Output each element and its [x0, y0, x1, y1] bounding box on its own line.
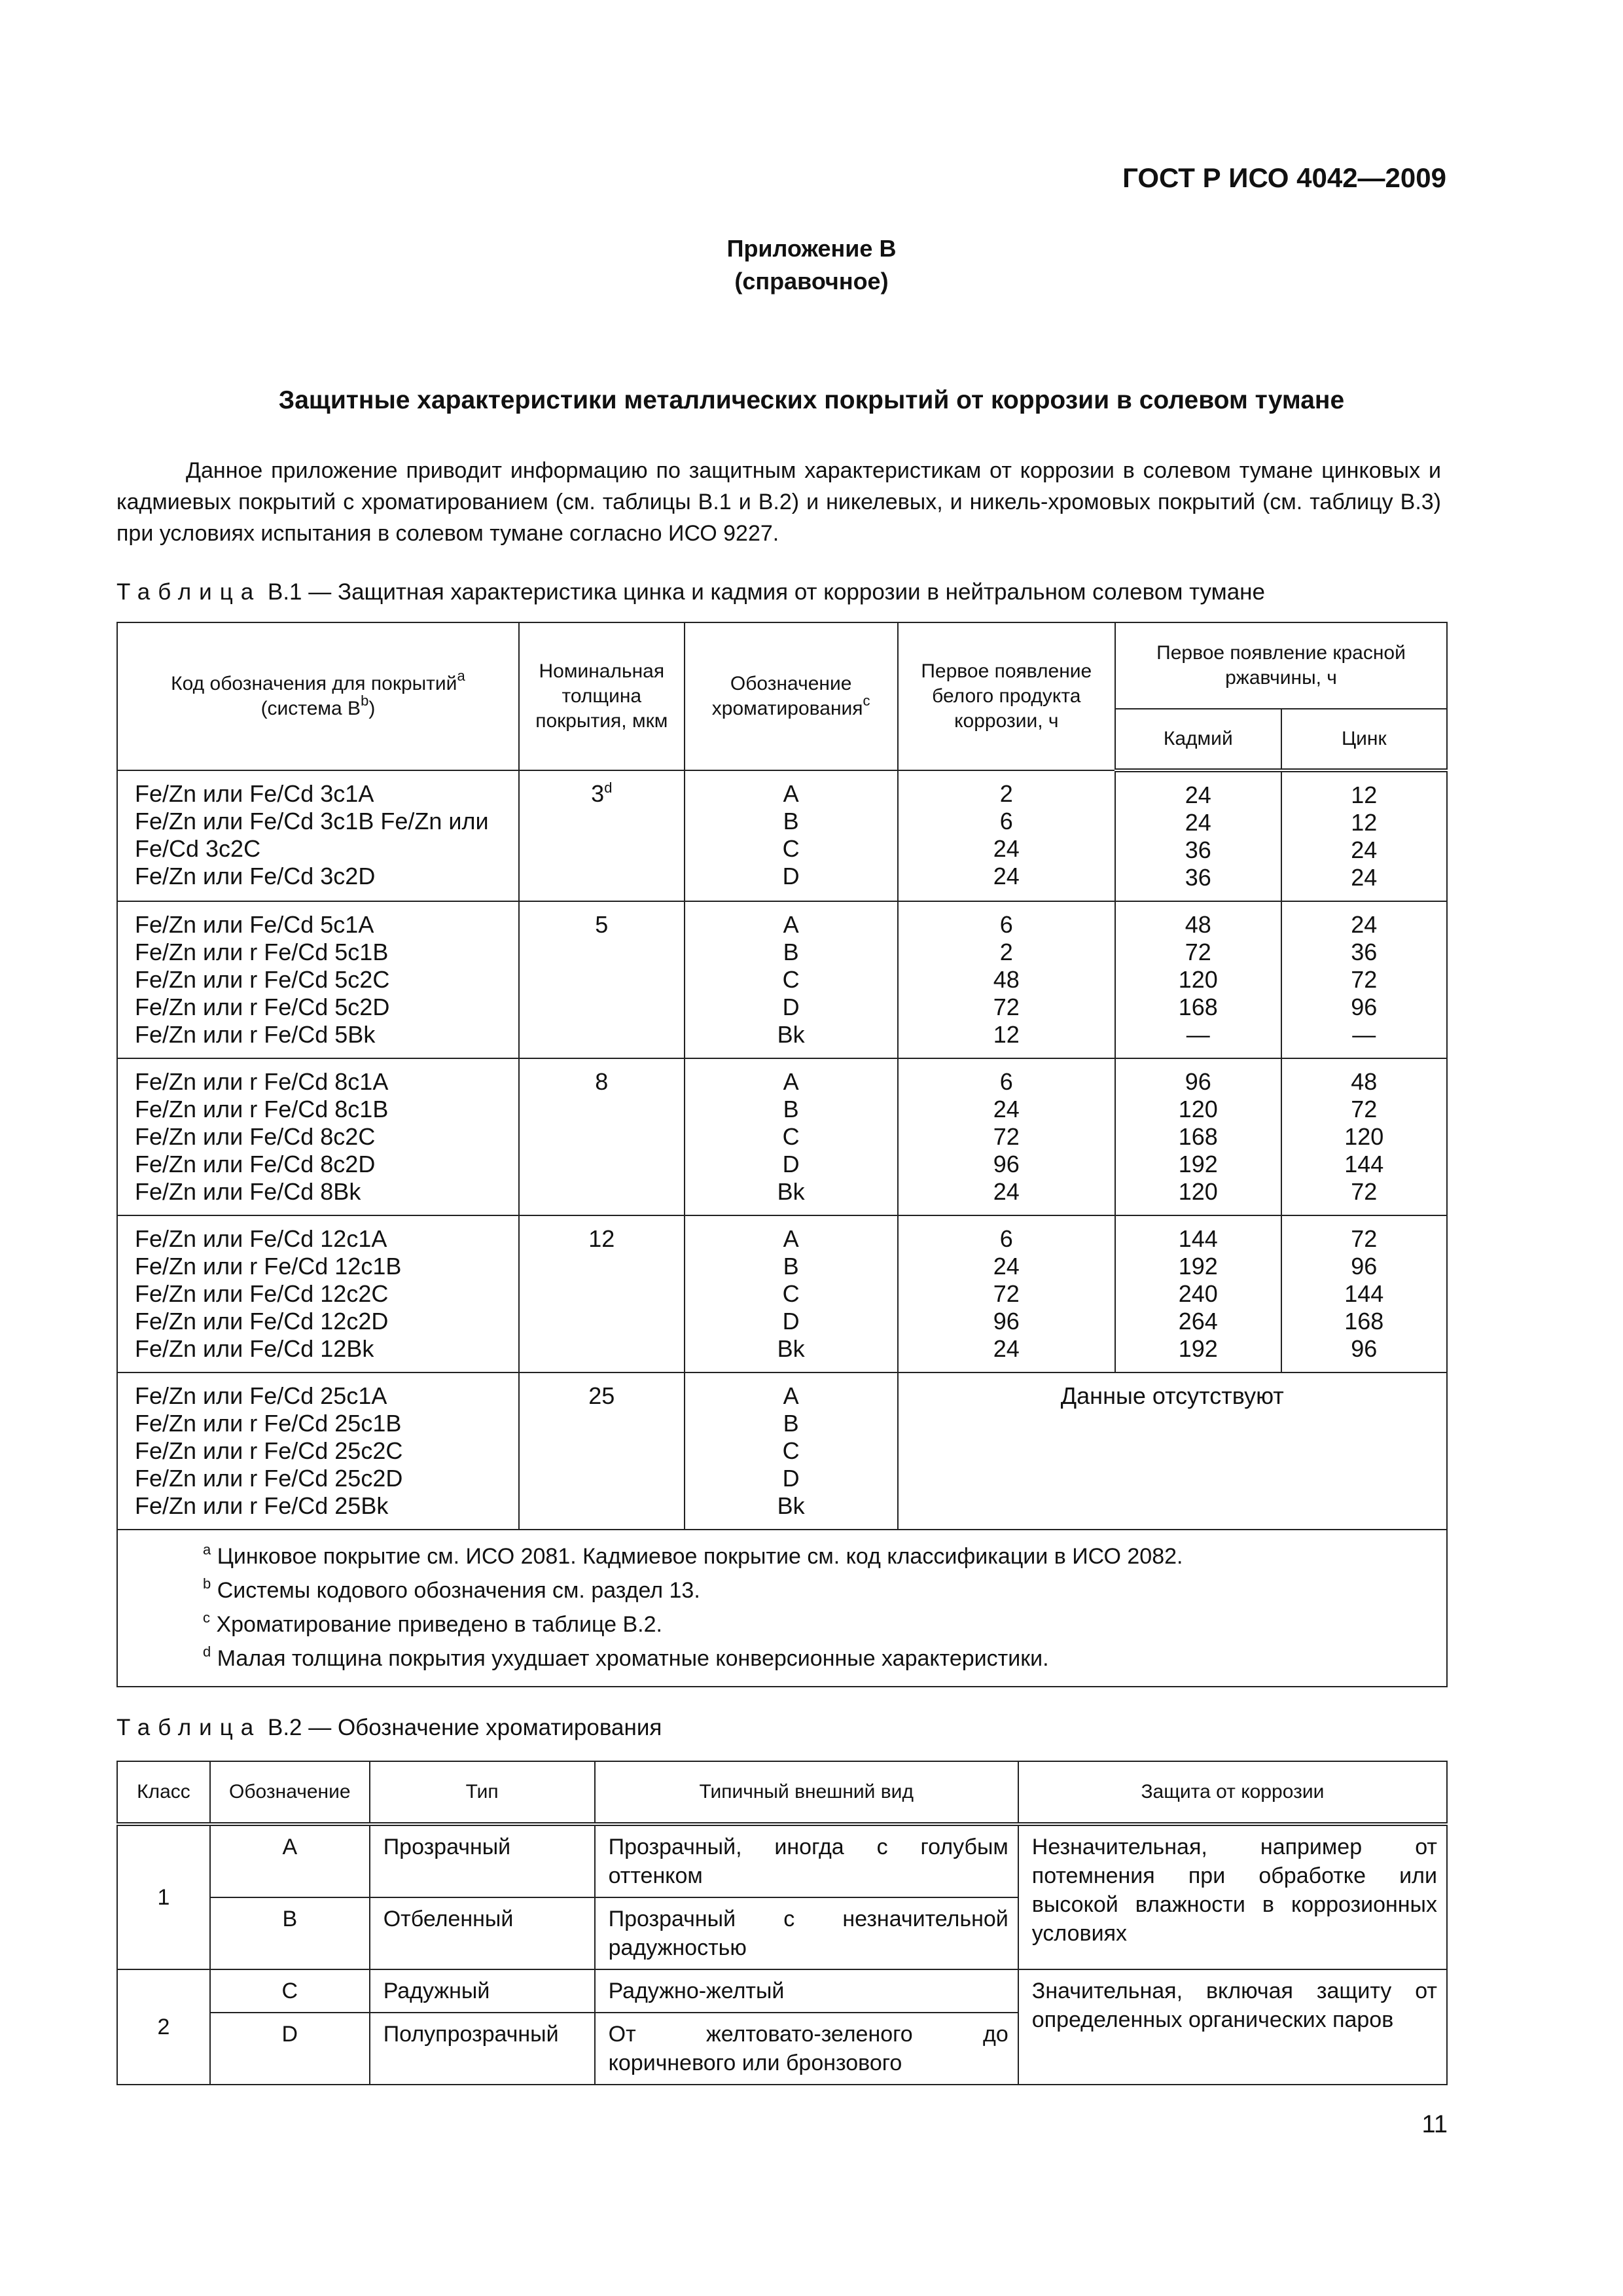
- cell-codes: [117, 901, 519, 1058]
- table-row: [117, 1969, 1447, 2013]
- t2-header-type: Тип: [370, 1761, 595, 1824]
- cell-line: Fe/Zn или r Fe/Cd 5Bk: [135, 1021, 376, 1048]
- cell-line: 240: [1178, 1280, 1218, 1307]
- cell-line: 72: [993, 1123, 1020, 1150]
- table-row: [117, 1372, 1447, 1530]
- cell-line: 24: [993, 1178, 1020, 1205]
- cell-line: 96: [1351, 1335, 1378, 1362]
- cell-white: [898, 901, 1116, 1058]
- standard-number: ГОСТ Р ИСО 4042—2009: [1122, 162, 1446, 193]
- cell-zinc: [1281, 1215, 1447, 1372]
- cell-line: 192: [1178, 1253, 1218, 1280]
- cell-line: Fe/Zn или r Fe/Cd 25c2C: [135, 1437, 403, 1464]
- cell-line: 24: [993, 863, 1020, 889]
- table-row: [117, 901, 1447, 1058]
- cell-chromate: [685, 1215, 898, 1372]
- cell-line: A: [783, 1382, 799, 1409]
- cell-line: Bk: [777, 1021, 805, 1048]
- cell-line: 96: [1185, 1068, 1211, 1095]
- cell-line: 144: [1178, 1225, 1218, 1252]
- cell-line: C: [782, 1280, 800, 1307]
- cell-line: 36: [1185, 836, 1211, 863]
- cell-line: 144: [1344, 1280, 1384, 1307]
- cell-line: Fe/Zn или r Fe/Cd 25c1B: [135, 1410, 402, 1437]
- table-row: [117, 1215, 1447, 1372]
- cell-codes: [117, 1058, 519, 1215]
- cell-line: 96: [1351, 994, 1378, 1020]
- cell-line: Fe/Cd 3c2C: [135, 835, 261, 862]
- cell-white: [898, 1215, 1116, 1372]
- thickness-value: 3: [591, 780, 605, 807]
- header-red-rust: Первое появление красной ржавчины, ч: [1115, 622, 1447, 709]
- cell-line: 72: [1185, 939, 1211, 965]
- cell-line: 24: [993, 835, 1020, 862]
- cell-line: Fe/Zn или Fe/Cd 12c1A: [135, 1225, 387, 1252]
- cell-codes: [117, 1215, 519, 1372]
- cell-thickness: [519, 1372, 685, 1530]
- cell-appearance: Прозрачный, иногда с голубым оттенком: [595, 1824, 1018, 1897]
- cell-line: A: [783, 780, 799, 807]
- cell-line: Fe/Zn или Fe/Cd 5c1A: [135, 911, 374, 938]
- footnote-text: Хроматирование приведено в таблице В.2.: [216, 1612, 662, 1637]
- table1-caption-word: Таблица: [116, 579, 262, 605]
- cell-chromate: [685, 901, 898, 1058]
- thickness-footnote-mark: d: [604, 780, 613, 796]
- footnote: [118, 1641, 1446, 1676]
- header-chromate: Обозначение хроматирования$^c$: [685, 622, 898, 770]
- cell-no-data: Данные отсутствуют: [898, 1372, 1447, 1530]
- cell-line: 144: [1344, 1151, 1384, 1177]
- cell-line: 168: [1344, 1308, 1384, 1335]
- cell-zinc: [1281, 770, 1447, 901]
- cell-thickness: [519, 1058, 685, 1215]
- cell-line: 12: [993, 1021, 1020, 1048]
- cell-line: 192: [1178, 1151, 1218, 1177]
- thickness-value: 12: [588, 1225, 615, 1252]
- cell-protection: Значительная, включая защиту от определенных органических паров: [1018, 1969, 1447, 2085]
- table1-caption: [116, 579, 1265, 605]
- cell-line: Fe/Zn или Fe/Cd 8c2C: [135, 1123, 376, 1150]
- thickness-value: 5: [595, 911, 609, 938]
- header-white-corrosion: Первое появление белого продукта коррозии, ч: [898, 622, 1116, 770]
- footnote-mark: c: [203, 1609, 210, 1626]
- cell-white: [898, 1058, 1116, 1215]
- cell-line: 12: [1351, 781, 1378, 808]
- footnote-mark: b: [203, 1575, 211, 1592]
- cell-line: 48: [1351, 1068, 1378, 1095]
- t2-header-appearance: Типичный внешний вид: [595, 1761, 1018, 1824]
- cell-line: Fe/Zn или Fe/Cd 8c2D: [135, 1151, 376, 1177]
- footnote: [118, 1539, 1446, 1573]
- cell-line: C: [782, 835, 800, 862]
- cell-type: Радужный: [370, 1969, 595, 2013]
- section-title: Защитные характеристики металлических покрытий от коррозии в солевом тумане: [278, 386, 1345, 414]
- cell-protection: Незначительная, например от потемнения при обработке или высокой влажности в коррозионных условиях: [1018, 1824, 1447, 1969]
- cell-thickness: [519, 770, 685, 901]
- cell-line: D: [782, 863, 800, 889]
- cell-line: 168: [1178, 994, 1218, 1020]
- cell-line: Fe/Zn или Fe/Cd 25c1A: [135, 1382, 387, 1409]
- cell-line: 24: [1351, 864, 1378, 891]
- cell-line: C: [782, 1437, 800, 1464]
- appendix-title: Приложение В: [726, 235, 897, 262]
- cell-code: D: [210, 2013, 370, 2085]
- cell-line: 72: [1351, 966, 1378, 993]
- cell-line: 24: [1351, 911, 1378, 938]
- table-row: [117, 1058, 1447, 1215]
- cell-line: Fe/Zn или r Fe/Cd 5c1B: [135, 939, 389, 965]
- cell-line: Fe/Zn или r Fe/Cd 12c1B: [135, 1253, 402, 1280]
- cell-line: 24: [1185, 781, 1211, 808]
- t2-header-protection: Защита от коррозии: [1018, 1761, 1447, 1824]
- cell-line: Fe/Zn или Fe/Cd 12c2D: [135, 1308, 389, 1335]
- cell-codes: [117, 770, 519, 901]
- table2-caption: [116, 1715, 662, 1741]
- cell-line: 48: [1185, 911, 1211, 938]
- cell-line: 2: [999, 939, 1013, 965]
- footnote-text: Цинковое покрытие см. ИСО 2081. Кадмиевое покрытие см. код классификации в ИСО 2082.: [217, 1544, 1183, 1569]
- cell-line: —: [1352, 1021, 1376, 1048]
- cell-line: 72: [1351, 1178, 1378, 1205]
- cell-type: Прозрачный: [370, 1824, 595, 1897]
- cell-thickness: [519, 901, 685, 1058]
- cell-appearance: Прозрачный с незначительной радужностью: [595, 1897, 1018, 1969]
- cell-class: 2: [117, 1969, 210, 2085]
- cell-appearance: Радужно-желтый: [595, 1969, 1018, 2013]
- footnote-mark: a: [203, 1541, 211, 1558]
- cell-line: Bk: [777, 1178, 805, 1205]
- footnote-text: Малая толщина покрытия ухудшает хроматные конверсионные характеристики.: [217, 1646, 1049, 1671]
- cell-line: Fe/Zn или r Fe/Cd 8c1B: [135, 1096, 389, 1122]
- page-number: 11: [1421, 2111, 1448, 2138]
- cell-appearance: От желтовато-зеленого до коричневого или бронзового: [595, 2013, 1018, 2085]
- cell-line: 2: [999, 780, 1013, 807]
- cell-zinc: [1281, 901, 1447, 1058]
- cell-line: 72: [993, 994, 1020, 1020]
- footnote: [118, 1607, 1446, 1641]
- cell-line: Bk: [777, 1492, 805, 1519]
- header-code: Код обозначения для покрытий$^a$ (система $В^b$): [117, 622, 519, 770]
- cell-line: 120: [1178, 1096, 1218, 1122]
- cell-cadmium: [1115, 1215, 1281, 1372]
- footnote-text: Системы кодового обозначения см. раздел 13.: [217, 1578, 700, 1603]
- table2-caption-word: Таблица: [116, 1715, 262, 1740]
- cell-line: Fe/Zn или Fe/Cd 3c2D: [135, 863, 376, 889]
- cell-line: 6: [999, 911, 1013, 938]
- cell-white: [898, 770, 1116, 901]
- cell-line: Fe/Zn или Fe/Cd 8Bk: [135, 1178, 361, 1205]
- cell-type: Отбеленный: [370, 1897, 595, 1969]
- table-row: [117, 770, 1447, 901]
- cell-line: A: [783, 1225, 799, 1252]
- table1-caption-text: В.1 — Защитная характеристика цинка и кадмия от коррозии в нейтральном солевом тумане: [267, 579, 1265, 605]
- table1-footnotes: [117, 1530, 1447, 1687]
- cell-line: 24: [993, 1096, 1020, 1122]
- thickness-value: 8: [595, 1068, 609, 1095]
- cell-line: C: [782, 966, 800, 993]
- t2-header-class: Класс: [117, 1761, 210, 1824]
- cell-line: B: [783, 1096, 799, 1122]
- cell-line: 120: [1178, 1178, 1218, 1205]
- intro-paragraph: Данное приложение приводит информацию по защитным характеристикам от коррозии в солевом тумане цинковых и кадмиевых покрытий с хроматированием (см. таблицы В.1 и В.2) и никелевых, и никель-хромовых покрытий (см. таблицу В.3) при условиях испытания в солевом тумане согласно ИСО 9227.: [116, 458, 1441, 546]
- cell-line: 96: [993, 1151, 1020, 1177]
- cell-line: 6: [999, 808, 1013, 834]
- cell-line: 168: [1178, 1123, 1218, 1150]
- cell-line: 96: [993, 1308, 1020, 1335]
- cell-line: 24: [1351, 836, 1378, 863]
- cell-zinc: [1281, 1058, 1447, 1215]
- cell-type: Полупрозрачный: [370, 2013, 595, 2085]
- header-thickness: Номинальная толщина покрытия, мкм: [519, 622, 685, 770]
- cell-line: D: [782, 994, 800, 1020]
- table-chromate-designation: [116, 1761, 1448, 2085]
- cell-line: D: [782, 1151, 800, 1177]
- cell-line: A: [783, 1068, 799, 1095]
- cell-chromate: [685, 1372, 898, 1530]
- footnote: [118, 1573, 1446, 1607]
- cell-thickness: [519, 1215, 685, 1372]
- cell-line: Fe/Zn или r Fe/Cd 25Bk: [135, 1492, 389, 1519]
- cell-chromate: [685, 1058, 898, 1215]
- cell-line: B: [783, 939, 799, 965]
- cell-line: 72: [993, 1280, 1020, 1307]
- thickness-value: 25: [588, 1382, 615, 1409]
- cell-line: Fe/Zn или Fe/Cd 3c1B Fe/Zn или: [135, 808, 489, 834]
- cell-chromate: [685, 770, 898, 901]
- table-zinc-cadmium-corrosion: [116, 622, 1448, 1687]
- cell-line: 12: [1351, 809, 1378, 836]
- cell-line: Fe/Zn или r Fe/Cd 8c1A: [135, 1068, 389, 1095]
- cell-cadmium: [1115, 770, 1281, 901]
- appendix-subtitle: (справочное): [734, 268, 889, 295]
- cell-line: Fe/Zn или r Fe/Cd 5c2C: [135, 966, 390, 993]
- cell-line: 72: [1351, 1096, 1378, 1122]
- cell-line: Bk: [777, 1335, 805, 1362]
- cell-line: 48: [993, 966, 1020, 993]
- header-zinc: Цинк: [1281, 709, 1447, 770]
- cell-cadmium: [1115, 901, 1281, 1058]
- cell-line: 120: [1344, 1123, 1384, 1150]
- cell-line: 24: [1185, 809, 1211, 836]
- cell-line: 24: [993, 1335, 1020, 1362]
- cell-line: 72: [1351, 1225, 1378, 1252]
- cell-code: C: [210, 1969, 370, 2013]
- cell-line: Fe/Zn или Fe/Cd 12c2C: [135, 1280, 389, 1307]
- cell-line: 36: [1351, 939, 1378, 965]
- cell-class: 1: [117, 1824, 210, 1969]
- cell-line: 120: [1178, 966, 1218, 993]
- cell-line: A: [783, 911, 799, 938]
- cell-line: Fe/Zn или r Fe/Cd 5c2D: [135, 994, 390, 1020]
- header-cadmium: Кадмий: [1115, 709, 1281, 770]
- cell-line: Fe/Zn или Fe/Cd 3c1A: [135, 780, 374, 807]
- cell-line: Fe/Zn или r Fe/Cd 25c2D: [135, 1465, 403, 1492]
- cell-cadmium: [1115, 1058, 1281, 1215]
- cell-line: D: [782, 1465, 800, 1492]
- cell-line: 36: [1185, 864, 1211, 891]
- cell-line: B: [783, 808, 799, 834]
- cell-code: A: [210, 1824, 370, 1897]
- cell-line: D: [782, 1308, 800, 1335]
- cell-line: 6: [999, 1068, 1013, 1095]
- cell-line: 264: [1178, 1308, 1218, 1335]
- cell-line: 24: [993, 1253, 1020, 1280]
- footnote-mark: d: [203, 1643, 211, 1660]
- cell-line: B: [783, 1410, 799, 1437]
- cell-code: B: [210, 1897, 370, 1969]
- table-row: [117, 1824, 1447, 1897]
- cell-line: —: [1186, 1021, 1210, 1048]
- cell-line: 96: [1351, 1253, 1378, 1280]
- cell-line: 192: [1178, 1335, 1218, 1362]
- cell-line: B: [783, 1253, 799, 1280]
- t2-header-code: Обозначение: [210, 1761, 370, 1824]
- cell-line: 6: [999, 1225, 1013, 1252]
- cell-line: C: [782, 1123, 800, 1150]
- table2-caption-text: В.2 — Обозначение хроматирования: [267, 1715, 662, 1740]
- appendix-heading: [0, 232, 1623, 298]
- cell-line: Fe/Zn или Fe/Cd 12Bk: [135, 1335, 374, 1362]
- cell-codes: [117, 1372, 519, 1530]
